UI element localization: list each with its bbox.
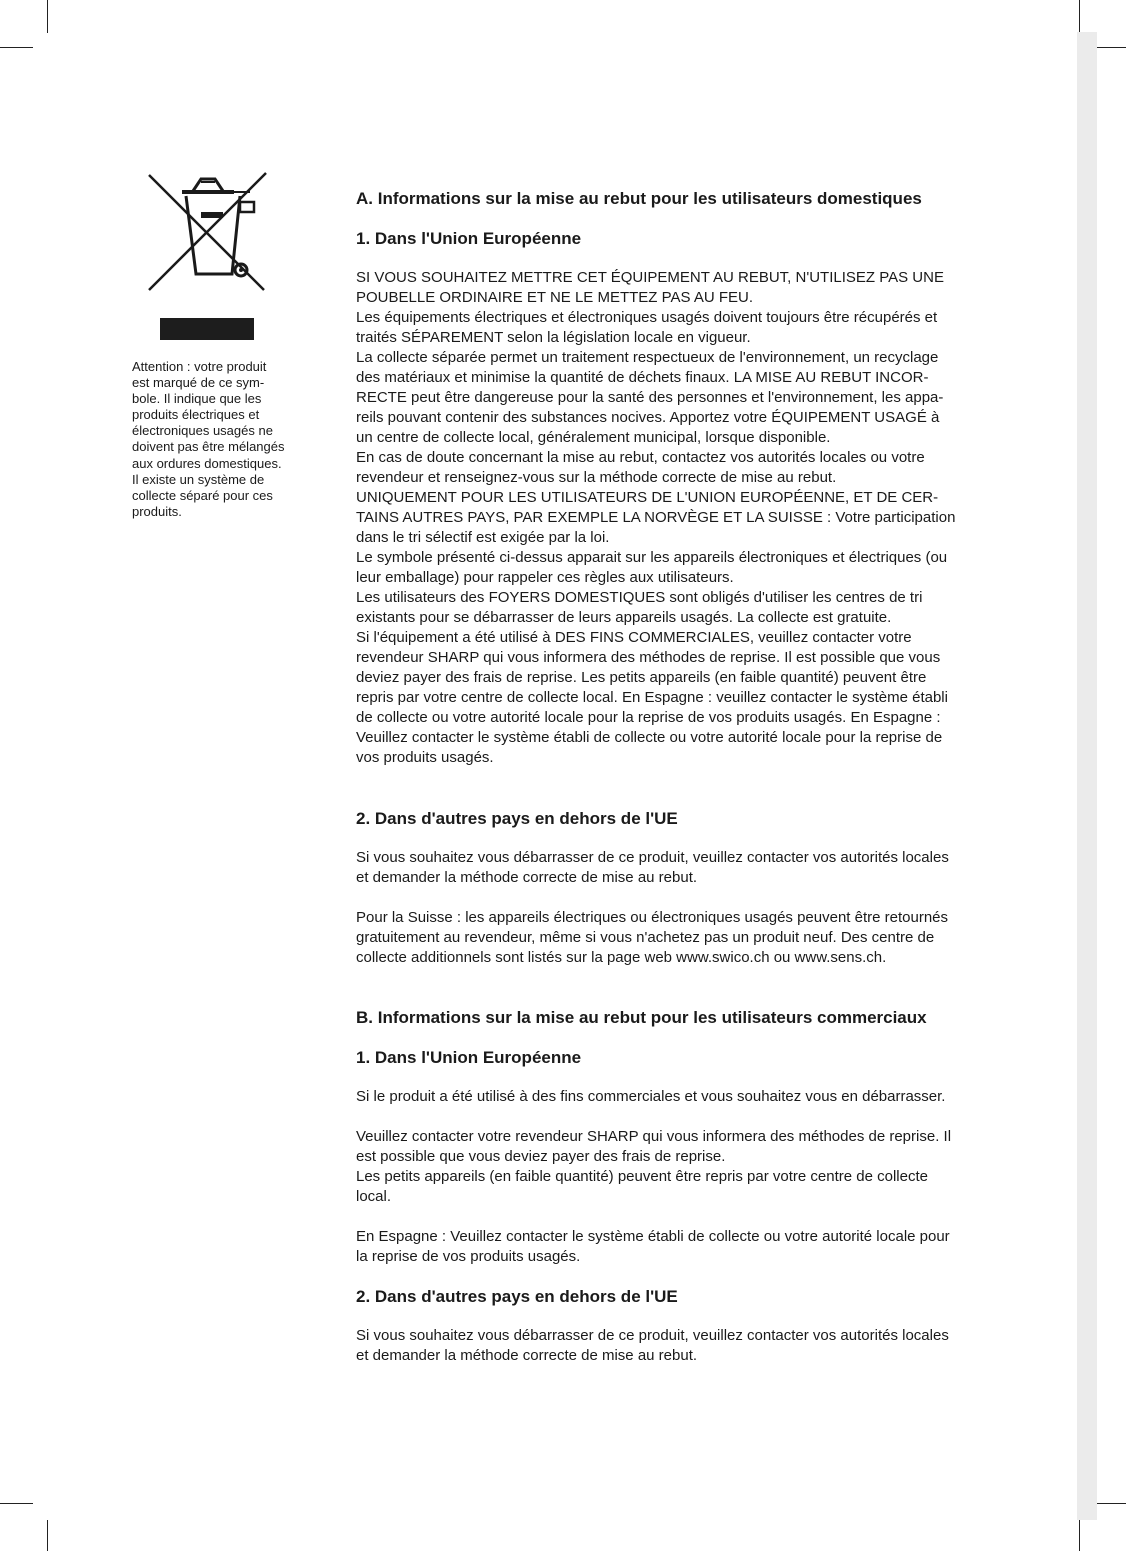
section-b-title: B. Informations sur la mise au rebut pour les utilisateurs commerciaux [356, 1008, 927, 1027]
section-b-eu-heading: 1. Dans l'Union Européenne [356, 1048, 582, 1067]
weee-notice: Attention : votre produit est marqué de ce sym- bole. Il indique que les produits électriques et électroniques usagés ne doivent pas être mélangés aux ordures domestiques. Il existe un système de collecte séparé pour ces produits. [132, 359, 285, 519]
section-a-non-eu-para-2: Pour la Suisse : les appareils électriques ou électroniques usagés peuvent être retournés gratuitement au revendeur, même si vous n'achetez pas un produit neuf. Des centre de collecte additionnels sont listés sur la page web www.swico.ch ou www.sens.ch. [356, 909, 949, 966]
page-edge-strip [1077, 32, 1097, 1520]
disposal-information [356, 189, 1006, 1366]
crossed-out-wheelie-bin-icon [146, 170, 268, 296]
section-b-eu-para-1: Si le produit a été utilisé à des fins commerciales et vous souhaitez vous en débarrasser. [356, 1088, 946, 1105]
section-b-eu-para-2: Veuillez contacter votre revendeur SHARP qui vous informera des méthodes de reprise. Il est possible que vous deviez payer des frais de reprise. Les petits appareils (en faible quantité) peuvent être repris par votre centre de collecte local. [356, 1128, 952, 1205]
section-b-non-eu-heading: 2. Dans d'autres pays en dehors de l'UE [356, 1287, 678, 1306]
separate-collection-bar [160, 318, 254, 340]
section-a-title: A. Informations sur la mise au rebut pour les utilisateurs domestiques [356, 189, 922, 208]
crop-mark [0, 47, 33, 48]
crop-mark [47, 0, 48, 33]
section-a-non-eu-heading: 2. Dans d'autres pays en dehors de l'UE [356, 809, 678, 828]
crop-mark [1079, 1520, 1080, 1551]
weee-column [132, 170, 302, 520]
section-b-non-eu-para-1: Si vous souhaitez vous débarrasser de ce produit, veuillez contacter vos autorités locales et demander la méthode correcte de mise au rebut. [356, 1327, 949, 1364]
crop-mark [1094, 1503, 1126, 1504]
crop-mark [0, 1503, 33, 1504]
section-b-eu-para-3: En Espagne : Veuillez contacter le système établi de collecte ou votre autorité locale pour la reprise de vos produits usagés. [356, 1228, 950, 1265]
crop-mark [1079, 0, 1080, 33]
section-a-eu-text: SI VOUS SOUHAITEZ METTRE CET ÉQUIPEMENT AU REBUT, N'UTILISEZ PAS UNE POUBELLE ORDINAIRE ET NE LE METTEZ PAS AU FEU. Les équipements électriques et électroniques usagés doivent toujours être récupérés et traités SÉPAREMENT selon la législation locale en vigueur. La collecte séparée permet un traitement respectueux de l'environnement, un recyclage des matériaux et minimise la quantité de déchets finaux. LA MISE AU REBUT INCOR- RECTE peut être dangereuse pour la santé des personnes et l'environnement, les appa- reils pouvant contenir des substances nocives. Apportez votre ÉQUIPEMENT USAGÉ à un centre de collecte local, généralement municipal, lorsque disponible. En cas de doute concernant la mise au rebut, contactez vos autorités locales ou votre revendeur et renseignez-vous sur la méthode correcte de mise au rebut. UNIQUEMENT POUR LES UTILISATEURS DE L'UNION EUROPÉENNE, ET DE CER- TAINS AUTRES PAYS, PAR EXEMPLE LA NORVÈGE ET LA SUISSE : Votre participation dans le tri sélectif est exigée par la loi. Le symbole présenté ci-dessus apparait sur les appareils électroniques et électriques (ou leur emballage) pour rappeler ces règles aux utilisateurs. Les utilisateurs des FOYERS DOMESTIQUES sont obligés d'utiliser les centres de tri existants pour se débarrasser de leurs appareils usagés. La collecte est gratuite. Si l'équipement a été utilisé à DES FINS COMMERCIALES, veuillez contacter votre revendeur SHARP qui vous informera des méthodes de reprise. Il est possible que vous deviez payer des frais de reprise. Les petits appareils (en faible quantité) peuvent être repris par votre centre de collecte local. En Espagne : veuillez contacter le système établi de collecte ou votre autorité locale pour la reprise de vos produits usagés. En Espagne : Veuillez contacter le système établi de collecte ou votre autorité locale pour la reprise de vos produits usagés. [356, 269, 956, 766]
crop-mark [47, 1520, 48, 1551]
section-a-non-eu-para-1: Si vous souhaitez vous débarrasser de ce produit, veuillez contacter vos autorités locales et demander la méthode correcte de mise au rebut. [356, 849, 949, 886]
crop-mark [1094, 47, 1126, 48]
section-a-eu-heading: 1. Dans l'Union Européenne [356, 229, 582, 248]
